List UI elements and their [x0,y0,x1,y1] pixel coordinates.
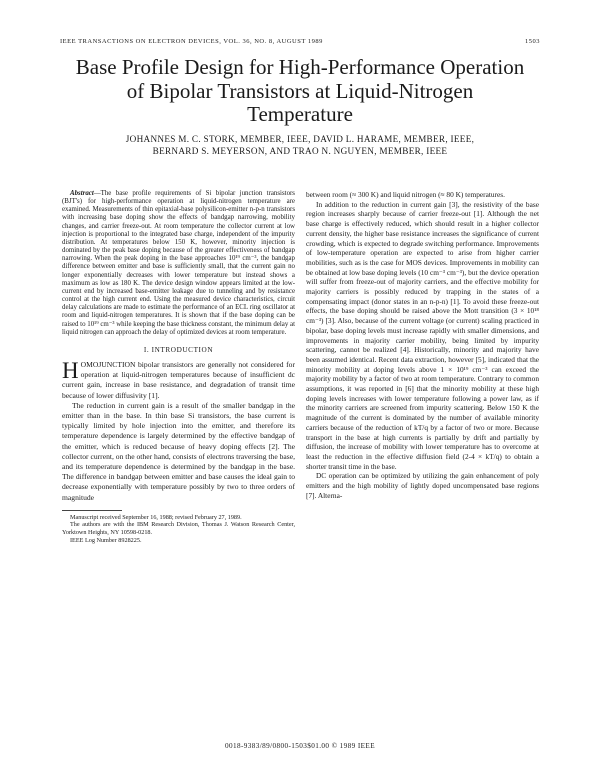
journal-header: IEEE TRANSACTIONS ON ELECTRON DEVICES, VOL. 36, NO. 8, AUGUST 1989 [60,38,323,45]
title-line-3: Temperature [247,102,353,126]
intro-p1-text: OMOJUNCTION bipolar transistors are generally not considered for operation at liquid-nitrogen temperatures because of insufficient dc current gain, increase in base resistance, and degradation of transit time because of lower diffusivity [1]. [62,359,295,400]
running-header [60,38,540,48]
authors-line-1: JOHANNES M. C. STORK, MEMBER, IEEE, DAVID L. HARAME, MEMBER, IEEE, [125,134,475,144]
paper-title [40,56,560,127]
title-line-1: Base Profile Design for High-Performance Operation [75,55,525,79]
section-heading: I. INTRODUCTION [143,345,214,354]
footnote-divider [62,510,122,511]
footnote-received: Manuscript received September 16, 1988; revised February 27, 1989. [70,513,242,521]
right-paragraph-3: DC operation can be optimized by utilizing the gain enhancement of poly emitters and the high mobility of lightly doped uncompensated base regions [7]. Alterna- [306,471,539,500]
right-column [306,190,539,501]
footnote [62,514,295,544]
copyright-line: 0018-9383/89/0800-1503$01.00 © 1989 IEEE [224,742,376,750]
footnote-log: IEEE Log Number 8928225. [70,536,142,544]
right-paragraph-1: between room (≈ 300 K) and liquid nitrogen (≈ 80 K) temperatures. [306,190,505,199]
title-line-2: of Bipolar Transistors at Liquid-Nitrogen [126,78,474,103]
page-number: 1503 [525,38,540,45]
author-list [60,133,540,157]
left-column [62,190,295,544]
right-paragraph-2: In addition to the reduction in current gain [3], the resistivity of the base region increases sharply because of carrier freeze-out [1]. Although the net base charge is effectively reduced, which should result in a higher collector current density, the higher base resistance increases the significance of current crowding, which is expected to degrade switching performance. Improvements of low-temperature operation are expected to arise from higher carrier mobilities, such as is the case for MOS devices. Improvements in mobility can be obtained at low base doping levels (10 cm⁻³ cm⁻³), but the device operation will suffer from freeze-out of majority carriers, and the effective mobility for majority carriers is possibly reduced by trapping in the states of a compensating impact (donor states in an n-p-n) [1]. To avoid these freeze-out effects, the base doping should be raised above the Mott transition (3 × 10¹⁸ cm⁻³) [3]. Also, because of the current voltage (or current) scaling practiced in bipolar, base doping levels must increase rapidly with smaller dimensions, and improvements in majority carrier mobility, being limited by impurity scattering, cannot be realized [4]. Historically, minority and majority have been assumed identical. Recent data extraction, however [5], indicated that the minority mobility at doping levels above 1 × 10¹⁹ cm⁻³ can exceed the majority mobility by a factor of two at room temperature. Contrary to common assumptions, it was reported in [6] that the minority mobility at these high doping levels increases with lower temperature following a power law, as if the minority carriers are screened from impurity scattering. Below 150 K the magnitude of the current is dominated by the number of available minority carriers because of the reduction of kT/q by a factor of two or more. Because transport in the base at high currents is partially by drift and partially by diffusion, the increase of mobility with lower temperature has to overcome at least the reduction in the effective diffusion field (2-4 × kT/q) to obtain a shorter transit time in the base. [306,199,539,471]
authors-line-2: BERNARD S. MEYERSON, AND TRAO N. NGUYEN, MEMBER, IEEE [152,146,448,156]
intro-paragraph-1 [62,357,295,401]
intro-paragraph-2: The reduction in current gain is a result of the smaller bandgap in the emitter than in the base. In thin base Si transistors, the base current is typically limited by hole injection into the emitter, and therefore its temperature dependence is largely determined by the effective bandgap of the emitter, which is reduced because of heavy doping effects [2]. The collector current, on the other hand, consists of electrons traversing the base, and its temperature dependence is determined by the bandgap in the base. The difference in bandgap between emitter and base causes the ideal gain to decrease exponentially with temperature possibly by two to three orders of magnitude [62,400,295,502]
drop-cap: H [62,357,79,383]
footnote-affiliation: The authors are with the IBM Research Division, Thomas J. Watson Research Center, Yorktown Heights, NY 10598-0218. [62,521,295,536]
abstract-text: —The base profile requirements of Si bipolar junction transistors (BJT's) for high-performance operation at liquid-nitrogen temperature are examined. Measurements of thin epitaxial-base polysilicon-emitter n-p-n transistors with increasing base doping show the effects of bandgap narrowing, mobility changes, and carrier freeze-out. At room temperature the collector current at low injection is proportional to the integrated base charge, independent of the impurity distribution. At temperatures below 150 K, however, minority injection is dominated by the peak base doping because of the greater effectiveness of bandgap narrowing. When the peak doping in the base approaches 10¹⁹ cm⁻³, the bandgap difference between emitter and base is sufficiently small, that the current gain no longer exponentially decreases with lower temperature but instead shows a maximum as low as 180 K. The device design window appears limited at the low-current end by increased base-emitter leakage due to tunneling and by resistance control at the high current end. Using the measured device characteristics, circuit delay calculations are made to estimate the performance of an ECL ring oscillator at room and liquid-nitrogen temperatures. It is shown that if the base doping can be raised to 10¹⁹ cm⁻³ while keeping the base thickness constant, the minimum delay at liquid nitrogen can approach the delay of optimized devices at room temperature. [62,190,295,336]
abstract-label: Abstract [70,190,94,197]
abstract [62,190,295,337]
introduction [62,357,295,503]
